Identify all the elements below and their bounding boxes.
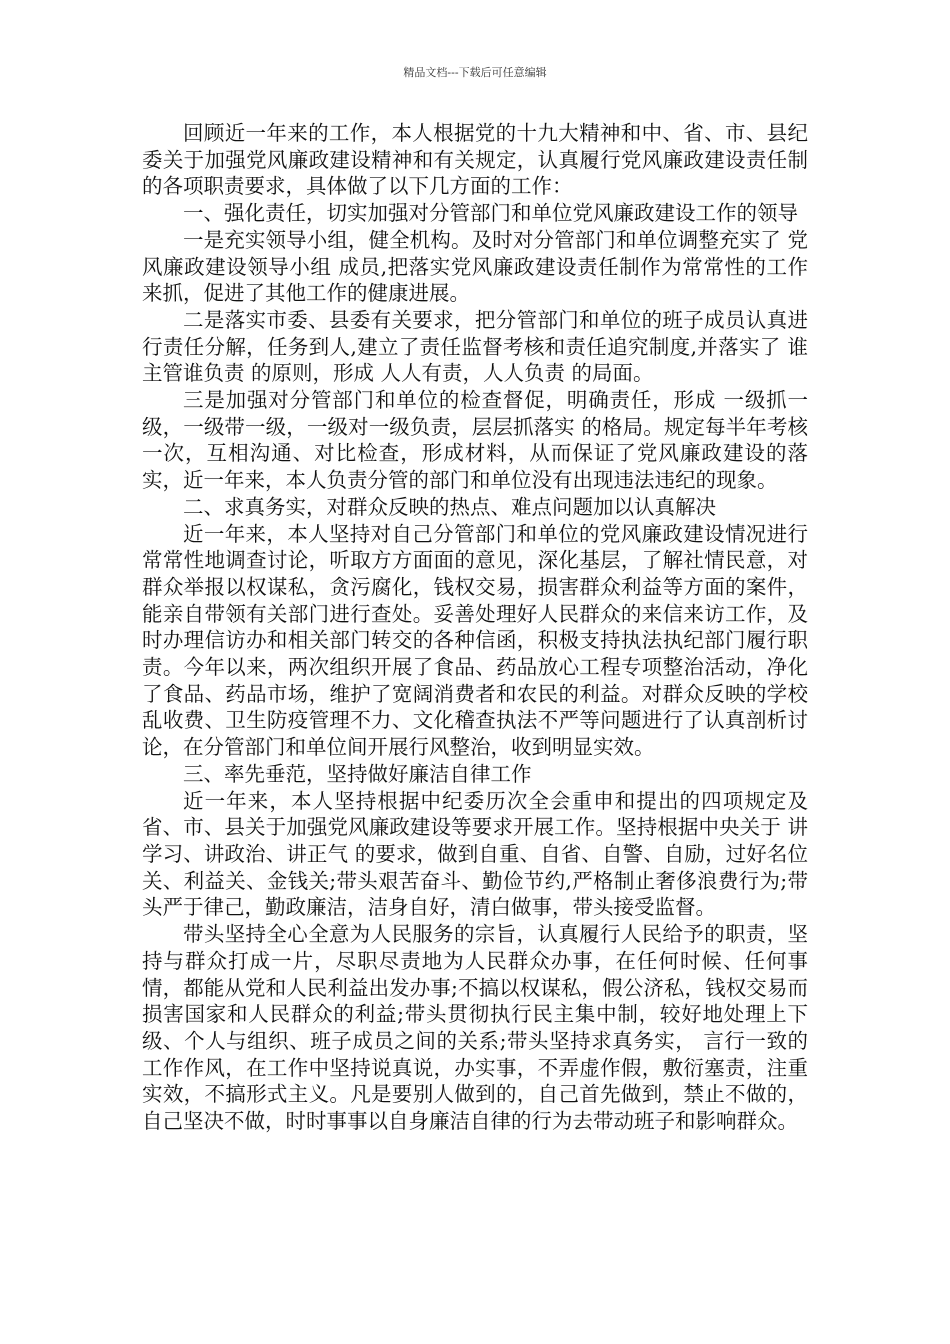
section-heading-3: 三、率先垂范，坚持做好廉洁自律工作 [183,761,532,786]
paragraph: 一是充实领导小组，健全机构。及时对分管部门和单位调整充实了 党风廉政建设领导小组 成员,把落实党风廉政建设责任制作为常常性的工作来抓，促进了其他工作的健康进展。 [142,227,808,306]
page-header: 精品文档---下载后可任意编辑 [403,66,547,79]
paragraph: 近一年来，本人坚持对自己分管部门和单位的党风廉政建设情况进行常常性地调查讨论，听取方方面面的意见，深化基层，了解社情民意，对群众举报以权谋私，贪污腐化，钱权交易，损害群众利益等方面的案件，能亲自带领有关部门进行查处。妥善处理好人民群众的来信来访工作，及时办理信访办和相关部门转交的各种信函，积极支持执法执纪部门履行职责。今年以来，两次组织开展了食品、药品放心工程专项整治活动，净化了食品、药品市场，维护了宽阔消费者和农民的利益。对群众反映的学校乱收费、卫生防疫管理不力、文化稽查执法不严等问题进行了认真剖析讨论，在分管部门和单位间开展行风整治，收到明显实效。 [142,521,808,760]
paragraph: 带头坚持全心全意为人民服务的宗旨，认真履行人民给予的职责，坚持与群众打成一片，尽职尽责地为人民群众办事，在任何时候、任何事情，都能从党和人民利益出发办事;不搞以权谋私，假公济私，钱权交易而损害国家和人民群众的利益;带头贯彻执行民主集中制，较好地处理上下级、个人与组织、班子成员之间的关系;带头坚持求真务实， 言行一致的工作作风，在工作中坚持说真说，办实事，不弄虚作假，敷衍塞责，注重实效，不搞形式主义。凡是要别人做到的，自己首先做到，禁止不做的，自己坚决不做，时时事事以自身廉洁自律的行为去带动班子和影响群众。 [142,922,808,1134]
paragraph: 三是加强对分管部门和单位的检查督促，明确责任，形成 一级抓一级，一级带一级，一级对一级负责，层层抓落实 的格局。规定每半年考核一次，互相沟通、对比检查，形成材料，从而保证了党风廉政建设的落实，近一年来，本人负责分管的部门和单位没有出现违法违纪的现象。 [142,388,808,493]
section-heading-1: 一、强化责任，切实加强对分管部门和单位党风廉政建设工作的领导 [183,201,798,226]
paragraph-intro: 回顾近一年来的工作，本人根据党的十九大精神和中、省、市、县纪委关于加强党风廉政建设精神和有关规定，认真履行党风廉政建设责任制的各项职责要求，具体做了以下几方面的工作： [142,121,808,199]
section-heading-2: 二、求真务实，对群众反映的热点、难点问题加以认真解决 [183,494,716,519]
paragraph: 近一年来，本人坚持根据中纪委历次全会重申和提出的四项规定及省、市、县关于加强党风廉政建设等要求开展工作。坚持根据中央关于 讲学习、讲政治、讲正气 的要求，做到自重、自省、自警、自励，过好名位关、利益关、金钱关;带头艰苦奋斗、勤俭节约,严格制止奢侈浪费行为;带头严于律己，勤政廉洁，洁身自好，清白做事，带头接受监督。 [142,788,808,920]
paragraph: 二是落实市委、县委有关要求，把分管部门和单位的班子成员认真进行责任分解，任务到人,建立了责任监督考核和责任追究制度,并落实了 谁主管谁负责 的原则，形成 人人有责，人人负责 的局面。 [142,307,808,386]
document-body [142,120,808,1135]
